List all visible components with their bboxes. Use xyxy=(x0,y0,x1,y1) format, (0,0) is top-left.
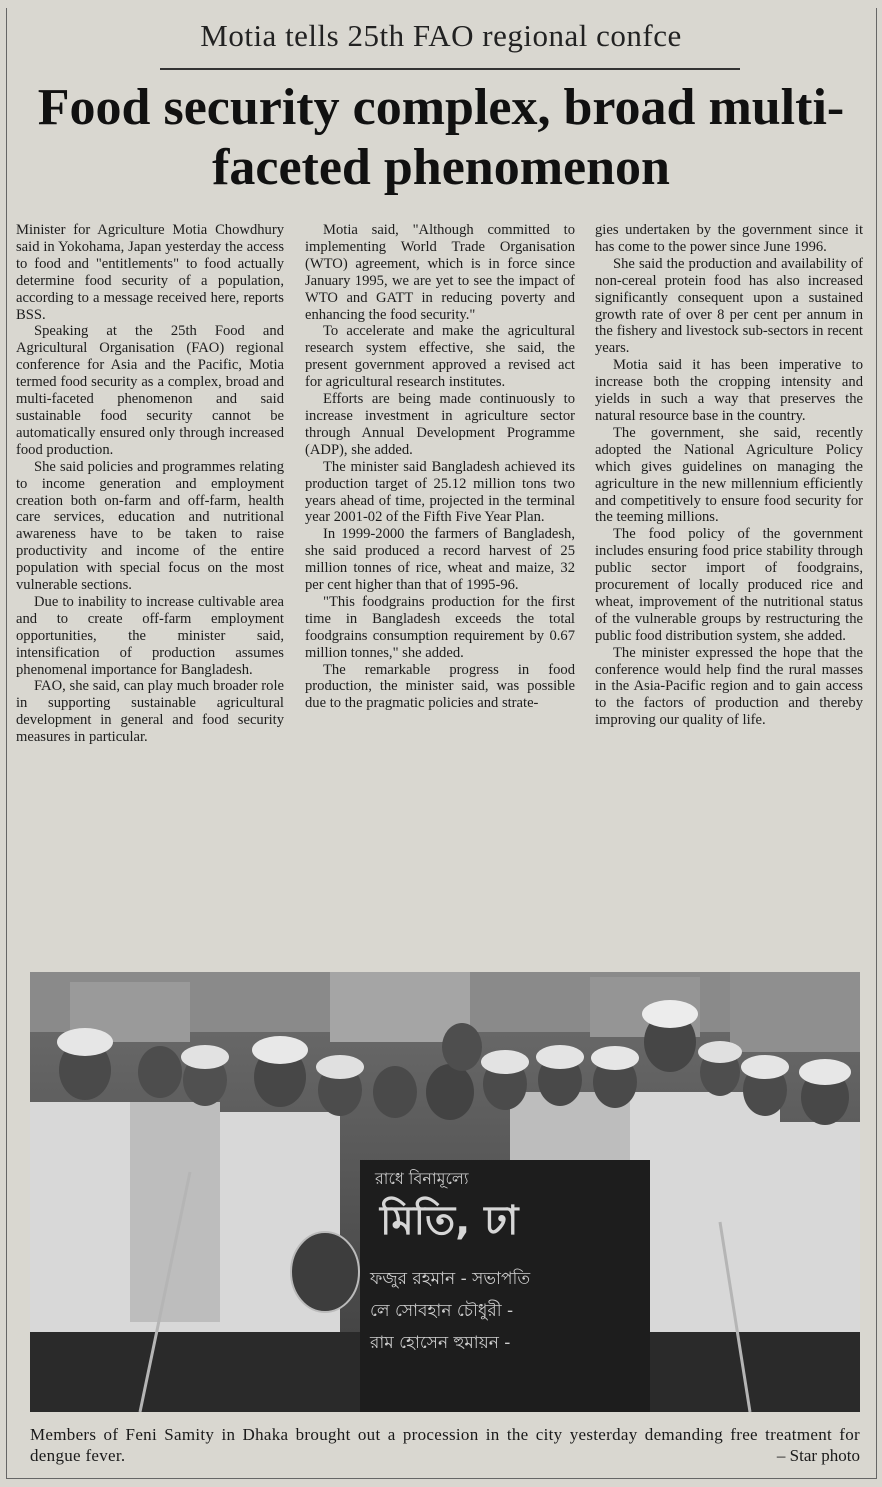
paragraph: The minister expressed the hope that the conference would help find the rural masses in the Asia-Pacific region and to gain access to the factors of production and thereby improving our quality of life. xyxy=(595,644,863,729)
paragraph: Due to inability to increase cultivable area and to create off-farm employment opportunities, the minister said, intensification of production assumes phenomenal importance for Bangladesh. xyxy=(16,593,284,678)
paragraph: To accelerate and make the agricultural research system effective, she said, the present government approved a revised act for agricultural research institutes. xyxy=(305,323,575,391)
paragraph: Minister for Agriculture Motia Chowdhury said in Yokohama, Japan yesterday the access to food and "entitlements" to food actually determine food security of a population, according to a message received here, reports BSS. xyxy=(16,222,284,323)
procession-photo xyxy=(30,972,860,1412)
article-column-1 xyxy=(16,222,284,746)
photo-credit: – Star photo xyxy=(776,1446,860,1465)
photo-caption: Members of Feni Samity in Dhaka brought out a procession in the city yesterday demanding free treatment for dengue fever. xyxy=(30,1425,860,1465)
paragraph: The government, she said, recently adopted the National Agriculture Policy which gives guidelines on managing the agriculture in the new millennium efficiently and competitively to ensure food security for the teeming millions. xyxy=(595,424,863,526)
paragraph: In 1999-2000 the farmers of Bangladesh, she said produced a record harvest of 25 million tonnes of rice, wheat and maize, 32 per cent higher than that of 1995-96. xyxy=(305,526,575,594)
paragraph: The remarkable progress in food production, the minister said, was possible due to the pragmatic policies and strate- xyxy=(305,661,575,712)
banner-line: মিতি, ঢা xyxy=(380,1198,519,1244)
banner-line: রাম হোসেন হুমায়ন - xyxy=(370,1333,511,1353)
banner-line: ফজুর রহমান - সভাপতি xyxy=(370,1269,531,1289)
paragraph: The food policy of the government includes ensuring food price stability through public sector import of foodgrains, procurement of locally produced rice and wheat, improvement of the nutritional status of the vulnerable groups by restructuring the public food distribution system, she added. xyxy=(595,526,863,644)
kicker-underline xyxy=(160,68,740,70)
headline-text: Food security complex, broad multi-faceted phenomenon xyxy=(37,79,845,196)
kicker: Motia tells 25th FAO regional confce xyxy=(200,18,682,53)
paragraph: Motia said, "Although committed to implementing World Trade Organisation (WTO) agreement, which is in force since January 1995, we are yet to see the impact of WTO and GATT in reducing poverty and enhancing the food security." xyxy=(305,222,575,323)
page-border-bottom xyxy=(6,1478,877,1479)
paragraph: The minister said Bangladesh achieved its production target of 25.12 million tons two years ahead of time, projected in the terminal year 2001-02 of the Fifth Five Year Plan. xyxy=(305,458,575,526)
news-photo xyxy=(30,972,860,1412)
headline xyxy=(10,78,872,198)
paragraph: Motia said it has been imperative to increase both the cropping intensity and yields in such a way that preserves the natural resource base in the country. xyxy=(595,357,863,424)
paragraph: Speaking at the 25th Food and Agricultural Organisation (FAO) regional conference for Asia and the Pacific, Motia termed food security as a complex, broad and multi-faceted phenomenon and said sustainable food security cannot be automatically ensured only through increased food production. xyxy=(16,323,284,458)
page-border-right xyxy=(876,8,877,1478)
page-border-left xyxy=(6,8,7,1478)
paragraph: FAO, she said, can play much broader role in supporting sustainable agricultural development in general and food security measures in particular. xyxy=(16,678,284,746)
article-column-2 xyxy=(305,222,575,712)
banner-line: রাধে বিনামূল্যে xyxy=(375,1169,469,1188)
banner-line: লে সোবহান চৌধুরী - xyxy=(370,1301,514,1321)
article-column-3 xyxy=(595,222,863,729)
paragraph: gies undertaken by the government since it has come to the power since June 1996. xyxy=(595,222,863,255)
paragraph: She said policies and programmes relating to income generation and employment creation both on-farm and off-farm, health care services, education and nutritional awareness have to be taken to raise productivity and income of the entire population with special focus on the most vulnerable sections. xyxy=(16,458,284,594)
paragraph: Efforts are being made continuously to increase investment in agriculture sector through Annual Development Programme (ADP), she added. xyxy=(305,391,575,458)
protest-banner xyxy=(360,1160,650,1412)
paragraph: She said the production and availability of non-cereal protein food has also increased significantly consequent upon a sustained growth rate of over 8 per cent per annum in the fishery and livestock sub-sectors in recent years. xyxy=(595,255,863,357)
paragraph: "This foodgrains production for the first time in Bangladesh exceeds the total foodgrains consumption requirement by 0.67 million tonnes," she added. xyxy=(305,593,575,661)
